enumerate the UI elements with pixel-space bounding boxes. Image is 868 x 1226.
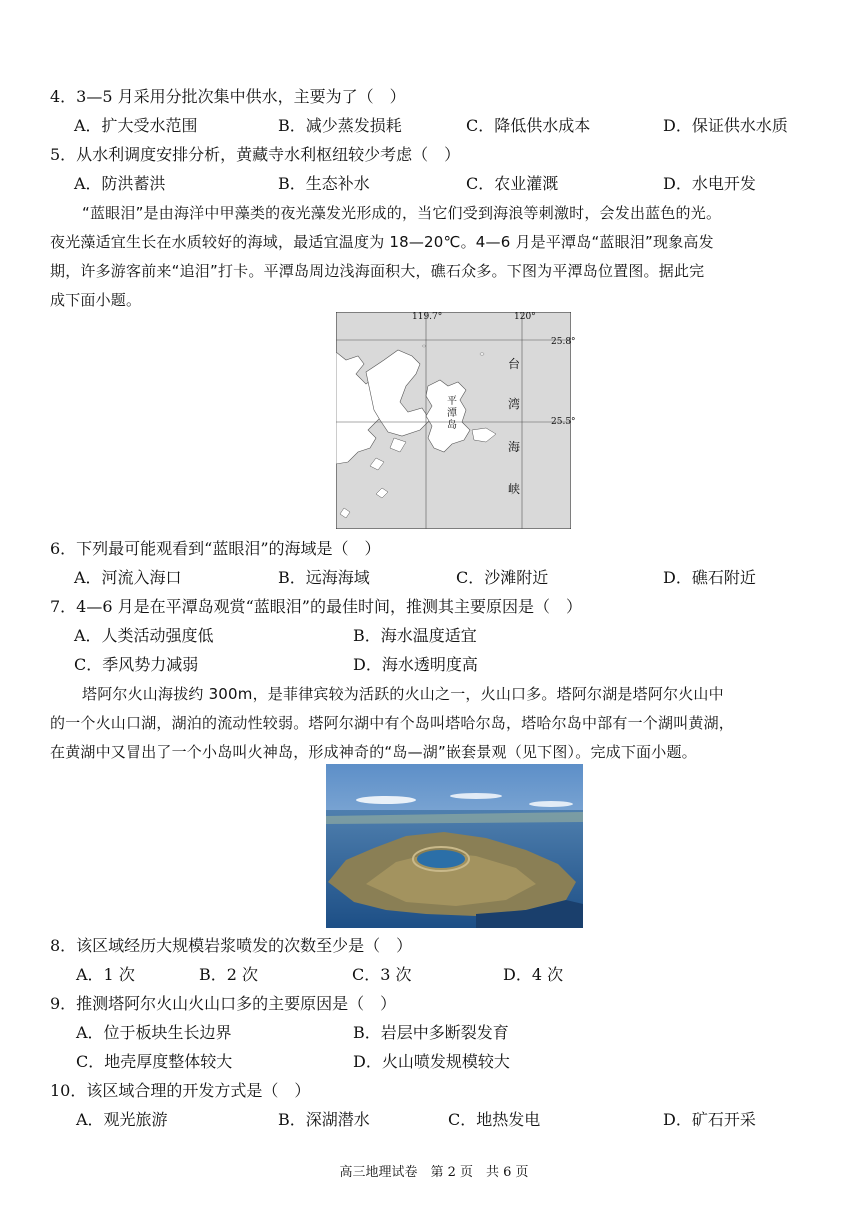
q8-option-d[interactable]: D．4 次 bbox=[503, 965, 564, 984]
map-strait-label-4: 峡 bbox=[508, 482, 521, 496]
q5-option-c[interactable]: C．农业灌溉 bbox=[466, 174, 559, 193]
crater-lake bbox=[417, 850, 465, 868]
q5-stem: 5．从水利调度安排分析，黄藏寺水利枢纽较少考虑（ ） bbox=[50, 145, 461, 164]
q4-option-c[interactable]: C．降低供水成本 bbox=[466, 116, 591, 135]
map-strait-label-3: 海 bbox=[508, 440, 521, 454]
q4-option-b[interactable]: B．减少蒸发损耗 bbox=[278, 116, 402, 135]
map-island-label-3: 岛 bbox=[447, 420, 457, 431]
q4-option-a[interactable]: A．扩大受水范围 bbox=[74, 116, 198, 135]
q6-option-d[interactable]: D．礁石附近 bbox=[663, 568, 756, 587]
q9-option-c[interactable]: C．地壳厚度整体较大 bbox=[76, 1052, 233, 1071]
q5-option-b[interactable]: B．生态补水 bbox=[278, 174, 370, 193]
map-strait-label-1: 台 bbox=[508, 357, 521, 371]
q8-option-a[interactable]: A．1 次 bbox=[76, 965, 135, 984]
map-lat-25-5: 25.5° bbox=[551, 417, 576, 427]
q10-stem: 10．该区域合理的开发方式是（ ） bbox=[50, 1081, 311, 1100]
q7-option-a[interactable]: A．人类活动强度低 bbox=[74, 626, 214, 645]
q7-option-b[interactable]: B．海水温度适宜 bbox=[353, 626, 477, 645]
q4-option-d[interactable]: D．保证供水水质 bbox=[663, 116, 788, 135]
q9-option-d[interactable]: D．火山喷发规模较大 bbox=[353, 1052, 510, 1071]
map-lat-25-8: 25.8° bbox=[551, 337, 576, 347]
map-island-label-2: 潭 bbox=[447, 408, 457, 419]
q8-option-c[interactable]: C．3 次 bbox=[352, 965, 412, 984]
passage1-line-1: “蓝眼泪”是由海洋中甲藻类的夜光藻发光形成的，当它们受到海浪等刺激时，会发出蓝色的光。 bbox=[82, 204, 722, 222]
map-strait-label-2: 湾 bbox=[508, 397, 521, 411]
passage2-line-1: 塔阿尔火山海拔约 300m，是菲律宾较为活跃的火山之一，火山口多。塔阿尔湖是塔阿尔火山中 bbox=[82, 685, 724, 703]
q10-option-b[interactable]: B．深湖潜水 bbox=[278, 1110, 370, 1129]
passage1-line-3: 期，许多游客前来“追泪”打卡。平潭岛周边浅海面积大，礁石众多。下图为平潭岛位置图。据此完 bbox=[50, 262, 705, 280]
q5-option-a[interactable]: A．防洪蓄洪 bbox=[74, 174, 166, 193]
q6-option-a[interactable]: A．河流入海口 bbox=[74, 568, 182, 587]
q9-stem: 9．推测塔阿尔火山火山口多的主要原因是（ ） bbox=[50, 994, 397, 1013]
q9-option-a[interactable]: A．位于板块生长边界 bbox=[76, 1023, 232, 1042]
passage2-line-3: 在黄湖中又冒出了一个小岛叫火神岛，形成神奇的“岛—湖”嵌套景观（见下图）。完成下面小题。 bbox=[50, 743, 697, 761]
q7-option-d[interactable]: D．海水透明度高 bbox=[353, 655, 478, 674]
q7-stem: 7．4—6 月是在平潭岛观赏“蓝眼泪”的最佳时间，推测其主要原因是（ ） bbox=[50, 597, 582, 616]
passage2-line-2: 的一个火山口湖，湖泊的流动性较弱。塔阿尔湖中有个岛叫塔哈尔岛，塔哈尔岛中部有一个湖叫黄湖， bbox=[50, 714, 735, 732]
q8-stem: 8．该区域经历大规模岩浆喷发的次数至少是（ ） bbox=[50, 936, 413, 955]
page-footer: 高三地理试卷 第 2 页 共 6 页 bbox=[339, 1165, 529, 1180]
map-lon-120: 120° bbox=[514, 312, 536, 322]
q7-option-c[interactable]: C．季风势力减弱 bbox=[74, 655, 199, 674]
q10-option-c[interactable]: C．地热发电 bbox=[448, 1110, 541, 1129]
q6-option-b[interactable]: B．远海海域 bbox=[278, 568, 370, 587]
passage1-line-4: 成下面小题。 bbox=[50, 291, 142, 309]
map-lon-119-7: 119.7° bbox=[412, 312, 443, 322]
q8-option-b[interactable]: B．2 次 bbox=[199, 965, 259, 984]
q6-stem: 6．下列最可能观看到“蓝眼泪”的海域是（ ） bbox=[50, 539, 381, 558]
q6-option-c[interactable]: C．沙滩附近 bbox=[456, 568, 549, 587]
q9-option-b[interactable]: B．岩层中多断裂发育 bbox=[353, 1023, 509, 1042]
q5-option-d[interactable]: D．水电开发 bbox=[663, 174, 756, 193]
q4-stem: 4．3—5 月采用分批次集中供水，主要为了（ ） bbox=[50, 87, 406, 106]
q10-option-d[interactable]: D．矿石开采 bbox=[663, 1110, 756, 1129]
passage1-line-2: 夜光藻适宜生长在水质较好的海域，最适宜温度为 18—20℃。4—6 月是平潭岛“蓝眼泪”现象高发 bbox=[50, 233, 714, 251]
q10-option-a[interactable]: A．观光旅游 bbox=[76, 1110, 168, 1129]
taal-volcano-photo bbox=[326, 764, 583, 928]
map-island-label-1: 平 bbox=[447, 396, 457, 407]
